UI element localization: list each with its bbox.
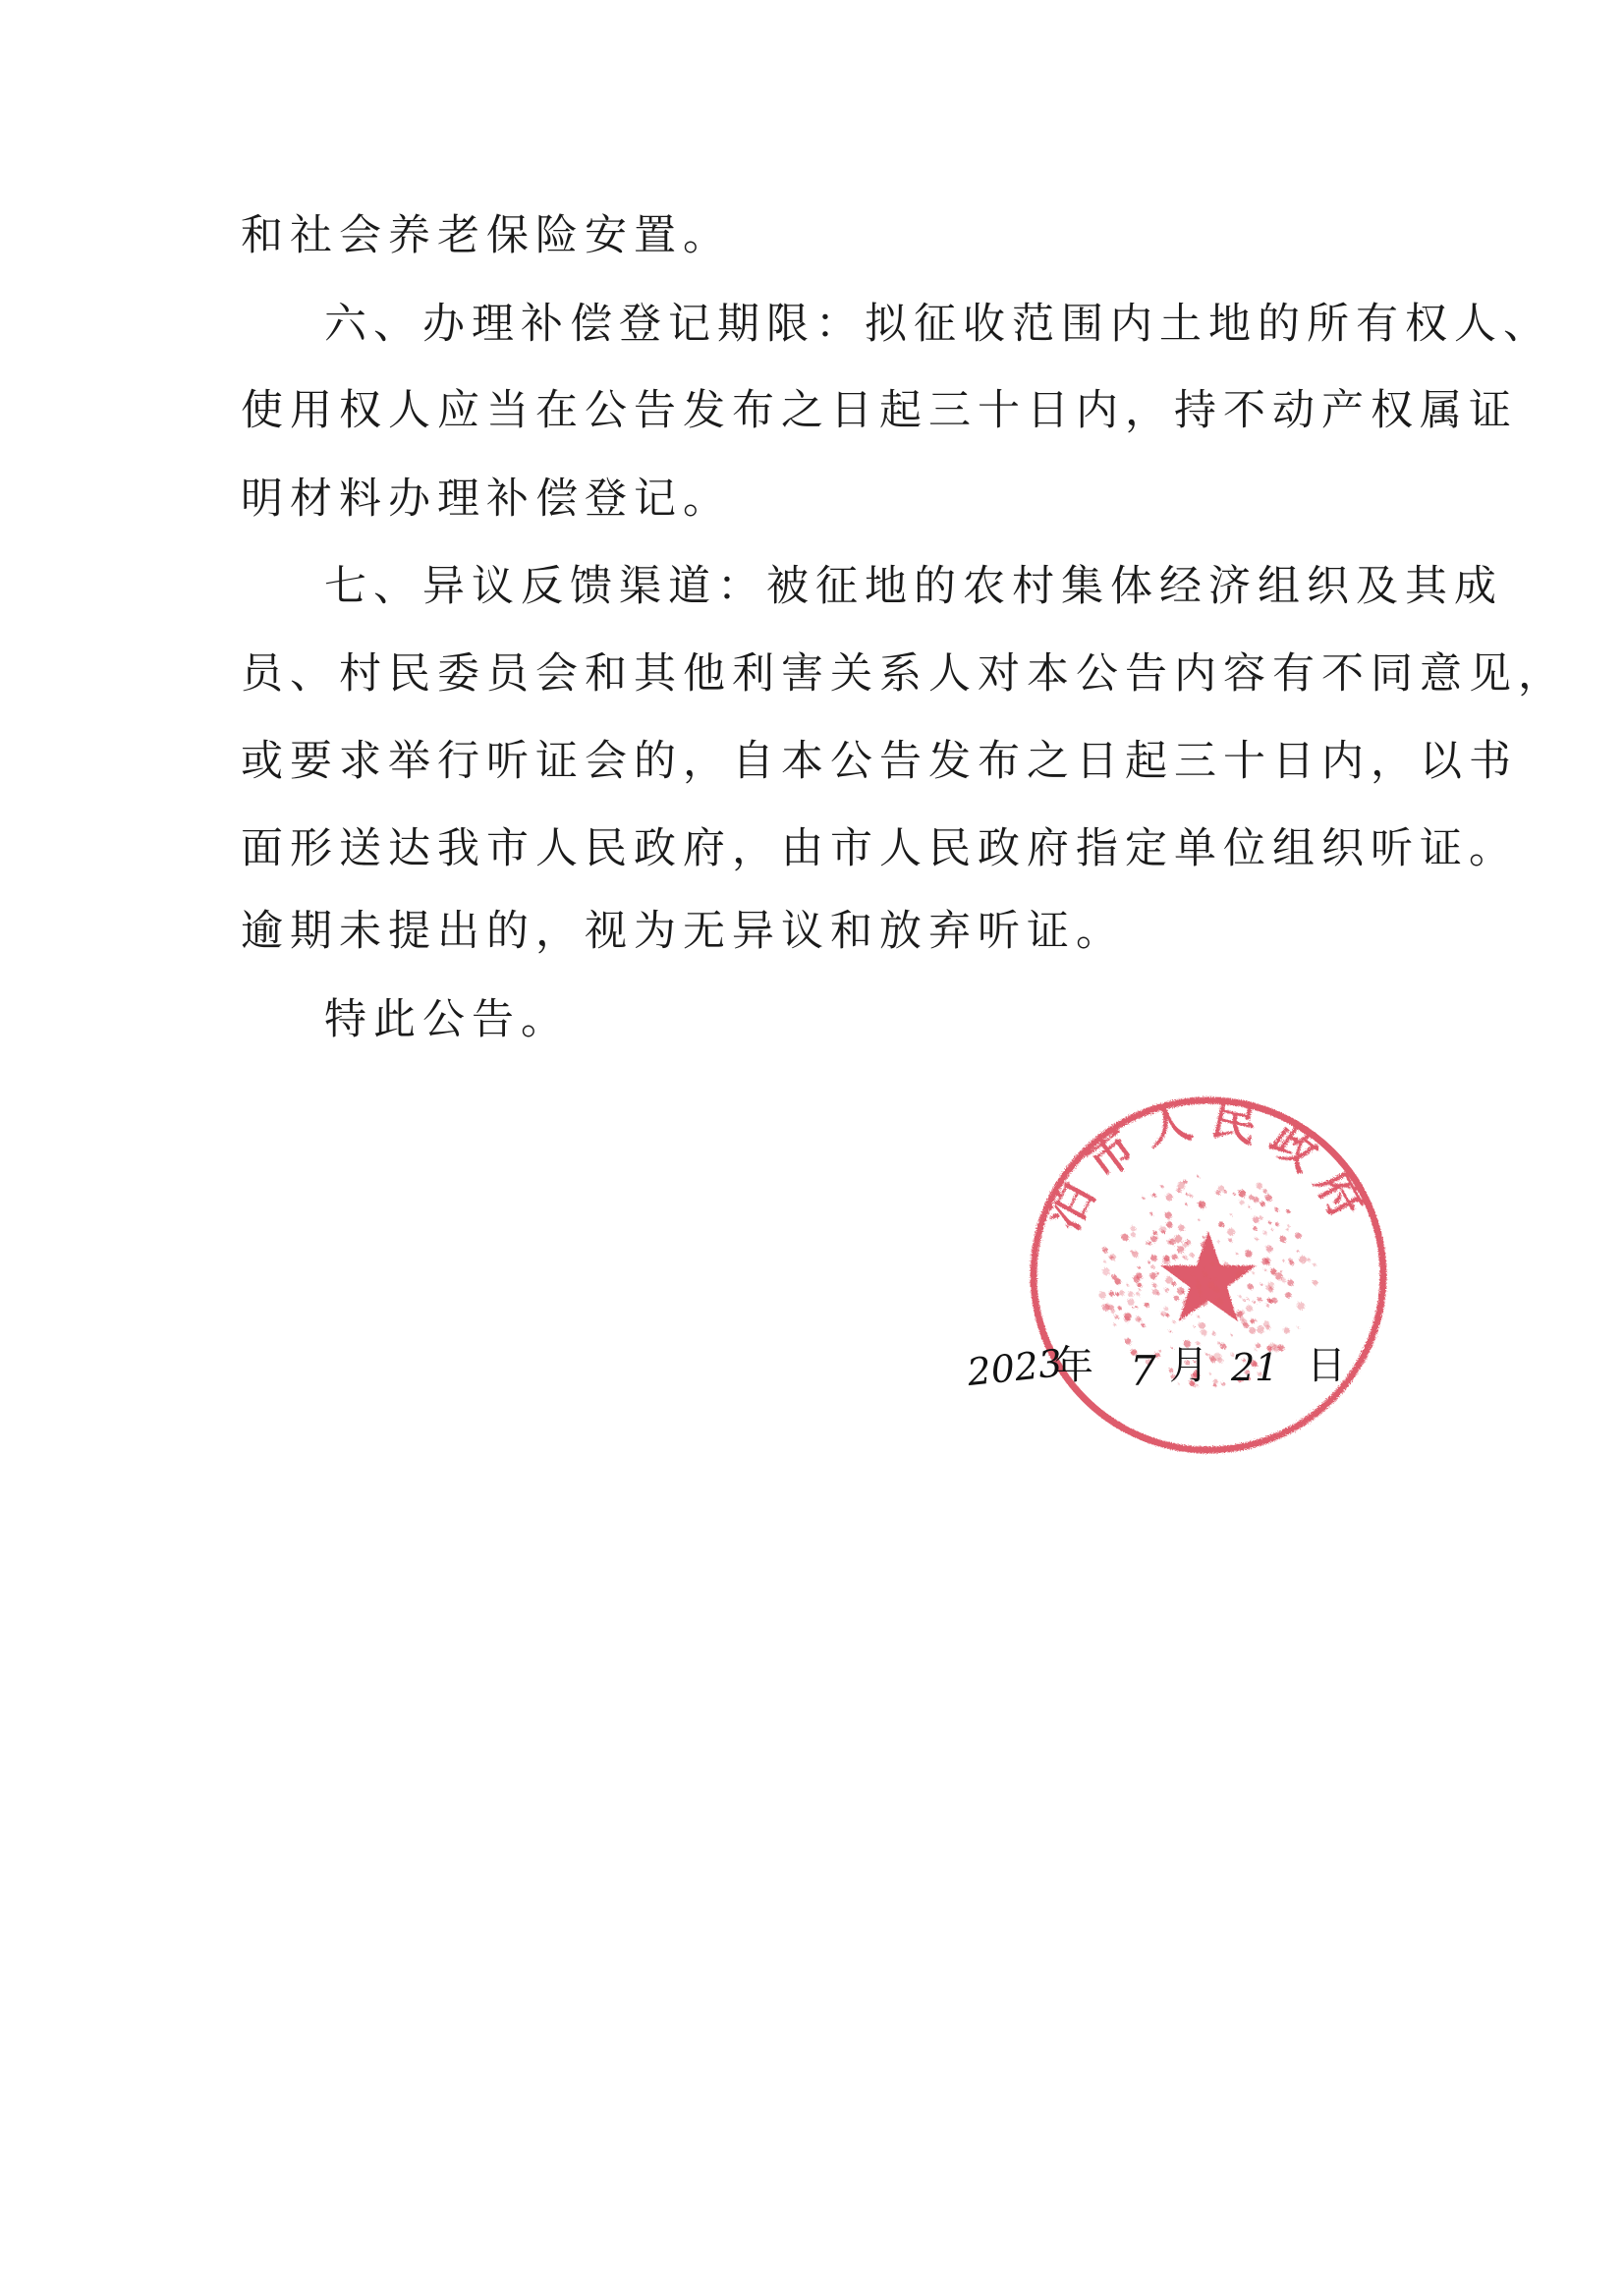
seal-texture-dot [1270, 1268, 1276, 1274]
seal-texture-dot [1286, 1228, 1289, 1231]
seal-texture-dot [1313, 1280, 1318, 1286]
seal-texture-dot [1201, 1300, 1207, 1307]
seal-texture-dot [1282, 1259, 1284, 1261]
seal-texture-dot [1201, 1242, 1207, 1249]
seal-texture-dot [1275, 1222, 1279, 1226]
seal-texture-dot [1199, 1295, 1201, 1297]
seal-texture-dot [1166, 1221, 1173, 1228]
seal-texture-dot [1236, 1253, 1239, 1256]
seal-texture-dot [1145, 1303, 1149, 1308]
date-month-label: 月 [1169, 1343, 1208, 1388]
seal-texture-dot [1307, 1259, 1310, 1261]
seal-texture-dot [1174, 1235, 1182, 1243]
seal-texture-dot [1204, 1266, 1206, 1269]
seal-texture-dot [1132, 1251, 1139, 1258]
seal-texture-dot [1182, 1291, 1185, 1294]
seal-texture-dot [1215, 1278, 1218, 1281]
seal-texture-dot [1281, 1278, 1286, 1283]
seal-texture-dot [1218, 1221, 1224, 1227]
seal-texture-dot [1297, 1250, 1300, 1253]
seal-texture-dot [1253, 1301, 1256, 1304]
seal-texture-dot [1151, 1194, 1154, 1197]
seal-texture-dot [1128, 1299, 1135, 1306]
seal-texture-dot [1228, 1238, 1232, 1242]
seal-texture-dot [1102, 1248, 1108, 1254]
seal-texture-dot [1216, 1191, 1221, 1196]
seal-texture-dot [1313, 1263, 1316, 1267]
seal-texture-dot [1187, 1307, 1193, 1313]
seal-texture-dot [1153, 1231, 1158, 1236]
seal-texture-dot [1266, 1246, 1273, 1253]
date-day: 21 [1231, 1346, 1279, 1389]
paragraph-line-8: 面形送达我市人民政府，由市人民政府指定单位组织听证。 [241, 824, 1518, 873]
seal-texture-dot [1252, 1271, 1255, 1274]
seal-texture-dot [1249, 1195, 1254, 1200]
seal-texture-dot [1160, 1185, 1163, 1188]
seal-texture-dot [1248, 1205, 1250, 1207]
seal-texture-dot [1156, 1292, 1159, 1295]
seal-texture-dot [1299, 1256, 1307, 1263]
seal-texture-dot [1289, 1260, 1294, 1265]
seal-texture-dot [1172, 1255, 1178, 1260]
seal-texture-dot [1218, 1263, 1220, 1265]
seal-texture-dot [1190, 1253, 1195, 1258]
seal-texture-dot [1160, 1311, 1166, 1316]
seal-texture-dot [1295, 1233, 1301, 1239]
seal-texture-dot [1104, 1304, 1110, 1310]
seal-texture-dot [1112, 1274, 1117, 1279]
seal-texture-dot [1136, 1292, 1140, 1296]
seal-texture-dot [1178, 1252, 1180, 1254]
seal-texture-dot [1109, 1291, 1114, 1296]
seal-texture-dot [1297, 1302, 1305, 1310]
seal-text: 泊市人民政府 [1036, 1091, 1381, 1239]
seal-texture-dot [1280, 1236, 1287, 1243]
seal-texture-dot [1172, 1320, 1175, 1323]
paragraph-line-4: 明材料办理补偿登记。 [241, 475, 732, 524]
seal-texture-dot [1171, 1281, 1176, 1286]
seal-texture-dot [1213, 1286, 1219, 1292]
seal-texture-dot [1240, 1269, 1245, 1274]
seal-texture-dot [1111, 1309, 1116, 1314]
seal-texture-dot [1189, 1194, 1193, 1198]
seal-texture-dot [1260, 1202, 1265, 1206]
paragraph-line-3: 使用权人应当在公告发布之日起三十日内，持不动产权属证 [241, 386, 1518, 435]
seal-texture-dot [1124, 1316, 1131, 1323]
seal-texture-dot [1246, 1306, 1253, 1313]
seal-texture-dot [1285, 1292, 1291, 1298]
seal-texture-dot [1137, 1283, 1142, 1288]
seal-texture-dot [1286, 1209, 1290, 1213]
seal-texture-dot [1239, 1190, 1247, 1198]
seal-texture-dot [1274, 1207, 1278, 1211]
seal-texture-dot [1275, 1272, 1283, 1280]
seal-texture-dot [1271, 1229, 1274, 1232]
seal-texture-dot [1258, 1297, 1262, 1302]
seal-texture-dot [1118, 1306, 1122, 1310]
seal-texture-dot [1203, 1236, 1205, 1239]
seal-texture-dot [1263, 1189, 1267, 1193]
seal-texture-dot [1182, 1279, 1186, 1283]
seal-texture-dot [1197, 1280, 1200, 1283]
seal-texture-dot [1186, 1193, 1188, 1195]
seal-texture-dot [1202, 1271, 1204, 1273]
seal-texture-dot [1239, 1200, 1244, 1204]
seal-texture-dot [1268, 1221, 1271, 1224]
seal-texture-dot [1256, 1238, 1259, 1241]
closing-line: 特此公告。 [324, 995, 570, 1044]
seal-texture-dot [1264, 1269, 1267, 1272]
seal-texture-dot [1265, 1195, 1272, 1202]
paragraph-line-5: 七、异议反馈渠道：被征地的农村集体经济组织及其成 [324, 562, 1503, 611]
seal-texture-dot [1210, 1261, 1215, 1266]
paragraph-line-7: 或要求举行听证会的，自本公告发布之日起三十日内，以书 [241, 737, 1518, 786]
seal-texture-dot [1143, 1197, 1146, 1200]
seal-texture-dot [1245, 1250, 1253, 1258]
seal-texture-dot [1138, 1266, 1141, 1269]
date-year-label: 年 [1054, 1343, 1093, 1388]
seal-texture-dot [1152, 1283, 1156, 1287]
seal-texture-dot [1199, 1290, 1203, 1294]
seal-texture-dot [1253, 1226, 1257, 1230]
date-month: 7 [1130, 1347, 1156, 1395]
seal-texture-dot [1250, 1319, 1255, 1324]
seal-texture-dot [1267, 1299, 1271, 1303]
seal-texture-dot [1139, 1289, 1141, 1291]
seal-texture-dot [1104, 1260, 1107, 1263]
seal-texture-dot [1131, 1226, 1137, 1232]
paragraph-line-9: 逾期未提出的，视为无异议和放弃听证。 [241, 907, 1125, 956]
seal-texture-dot [1217, 1240, 1220, 1243]
seal-texture-dot [1136, 1272, 1143, 1279]
seal-texture-dot [1239, 1295, 1242, 1298]
seal-texture-dot [1119, 1290, 1124, 1295]
seal-texture-dot [1174, 1296, 1179, 1301]
seal-texture-dot [1138, 1318, 1141, 1321]
seal-texture-dot [1248, 1284, 1254, 1290]
seal-texture-dot [1260, 1216, 1263, 1220]
seal-texture-dot [1136, 1306, 1138, 1308]
seal-texture-dot [1233, 1193, 1236, 1196]
seal-texture-dot [1128, 1291, 1134, 1297]
seal-texture-dot [1127, 1284, 1130, 1287]
seal-texture-dot [1197, 1315, 1200, 1318]
seal-texture-dot [1257, 1183, 1263, 1190]
seal-texture-dot [1150, 1255, 1157, 1261]
seal-texture-dot [1182, 1256, 1185, 1259]
seal-texture-dot [1217, 1297, 1219, 1299]
seal-texture-dot [1263, 1231, 1267, 1235]
seal-texture-dot [1116, 1292, 1120, 1296]
seal-texture-dot [1164, 1307, 1168, 1311]
seal-texture-dot [1110, 1256, 1114, 1259]
seal-texture-dot [1149, 1272, 1156, 1279]
seal-texture-dot [1233, 1314, 1237, 1317]
seal-texture-dot [1183, 1242, 1189, 1248]
seal-texture-dot [1211, 1277, 1215, 1281]
seal-texture-dot [1269, 1287, 1272, 1290]
seal-texture-dot [1185, 1203, 1188, 1205]
seal-texture-dot [1163, 1256, 1169, 1261]
date-day-label: 日 [1307, 1343, 1346, 1388]
seal-texture-dot [1253, 1216, 1260, 1223]
seal-texture-dot [1236, 1311, 1243, 1317]
seal-texture-dot [1177, 1188, 1182, 1193]
seal-texture-dot [1155, 1236, 1158, 1239]
seal-texture-dot [1114, 1315, 1119, 1319]
seal-texture-dot [1150, 1265, 1154, 1269]
seal-texture-dot [1266, 1304, 1269, 1307]
official-seal [1012, 1079, 1405, 1472]
seal-texture-dot [1197, 1175, 1199, 1177]
seal-texture-dot [1224, 1191, 1227, 1194]
seal-texture-dot [1191, 1272, 1195, 1276]
seal-texture-dot [1287, 1279, 1294, 1286]
seal-texture-dot [1159, 1226, 1166, 1233]
signature-date [968, 1324, 1361, 1403]
seal-texture-dot [1288, 1225, 1290, 1227]
seal-texture-dot [1230, 1213, 1233, 1216]
date-year: 2023 [968, 1341, 1065, 1395]
seal-texture-dot [1121, 1234, 1128, 1241]
seal-texture-dot [1253, 1197, 1259, 1203]
seal-texture-dot [1243, 1299, 1246, 1302]
paragraph-line-6: 员、村民委员会和其他利害关系人对本公告内容有不同意见， [241, 649, 1567, 699]
seal-texture-dot [1208, 1282, 1215, 1289]
seal-texture-dot [1133, 1307, 1135, 1309]
seal-texture-dot [1149, 1212, 1152, 1215]
seal-texture-dot [1260, 1283, 1263, 1286]
paragraph-line-1: 和社会养老保险安置。 [241, 211, 732, 260]
paragraph-line-2: 六、办理补偿登记期限：拟征收范围内土地的所有权人、 [324, 300, 1552, 349]
seal-texture-dot [1102, 1267, 1110, 1275]
seal-texture-dot [1204, 1272, 1208, 1277]
seal-texture-dot [1182, 1300, 1187, 1305]
seal-texture-dot [1148, 1260, 1150, 1263]
seal-texture-dot [1148, 1242, 1151, 1246]
seal-texture-dot [1199, 1201, 1206, 1208]
seal-texture-dot [1196, 1283, 1201, 1288]
seal-texture-dot [1164, 1288, 1169, 1293]
seal-texture-dot [1099, 1291, 1106, 1298]
seal-texture-dot [1165, 1276, 1172, 1283]
seal-texture-dot [1280, 1270, 1282, 1272]
seal-texture-dot [1227, 1228, 1235, 1236]
seal-texture-dot [1223, 1261, 1229, 1267]
seal-texture-dot [1178, 1225, 1185, 1232]
seal-texture-dot [1131, 1232, 1136, 1237]
seal-texture-dot [1264, 1258, 1270, 1263]
seal-texture-dot [1156, 1272, 1159, 1275]
seal-texture-dot [1247, 1298, 1250, 1301]
seal-texture-dot [1165, 1194, 1172, 1201]
seal-texture-dot [1165, 1211, 1172, 1218]
seal-texture-dot [1146, 1242, 1148, 1245]
seal-texture-dot [1198, 1219, 1200, 1221]
